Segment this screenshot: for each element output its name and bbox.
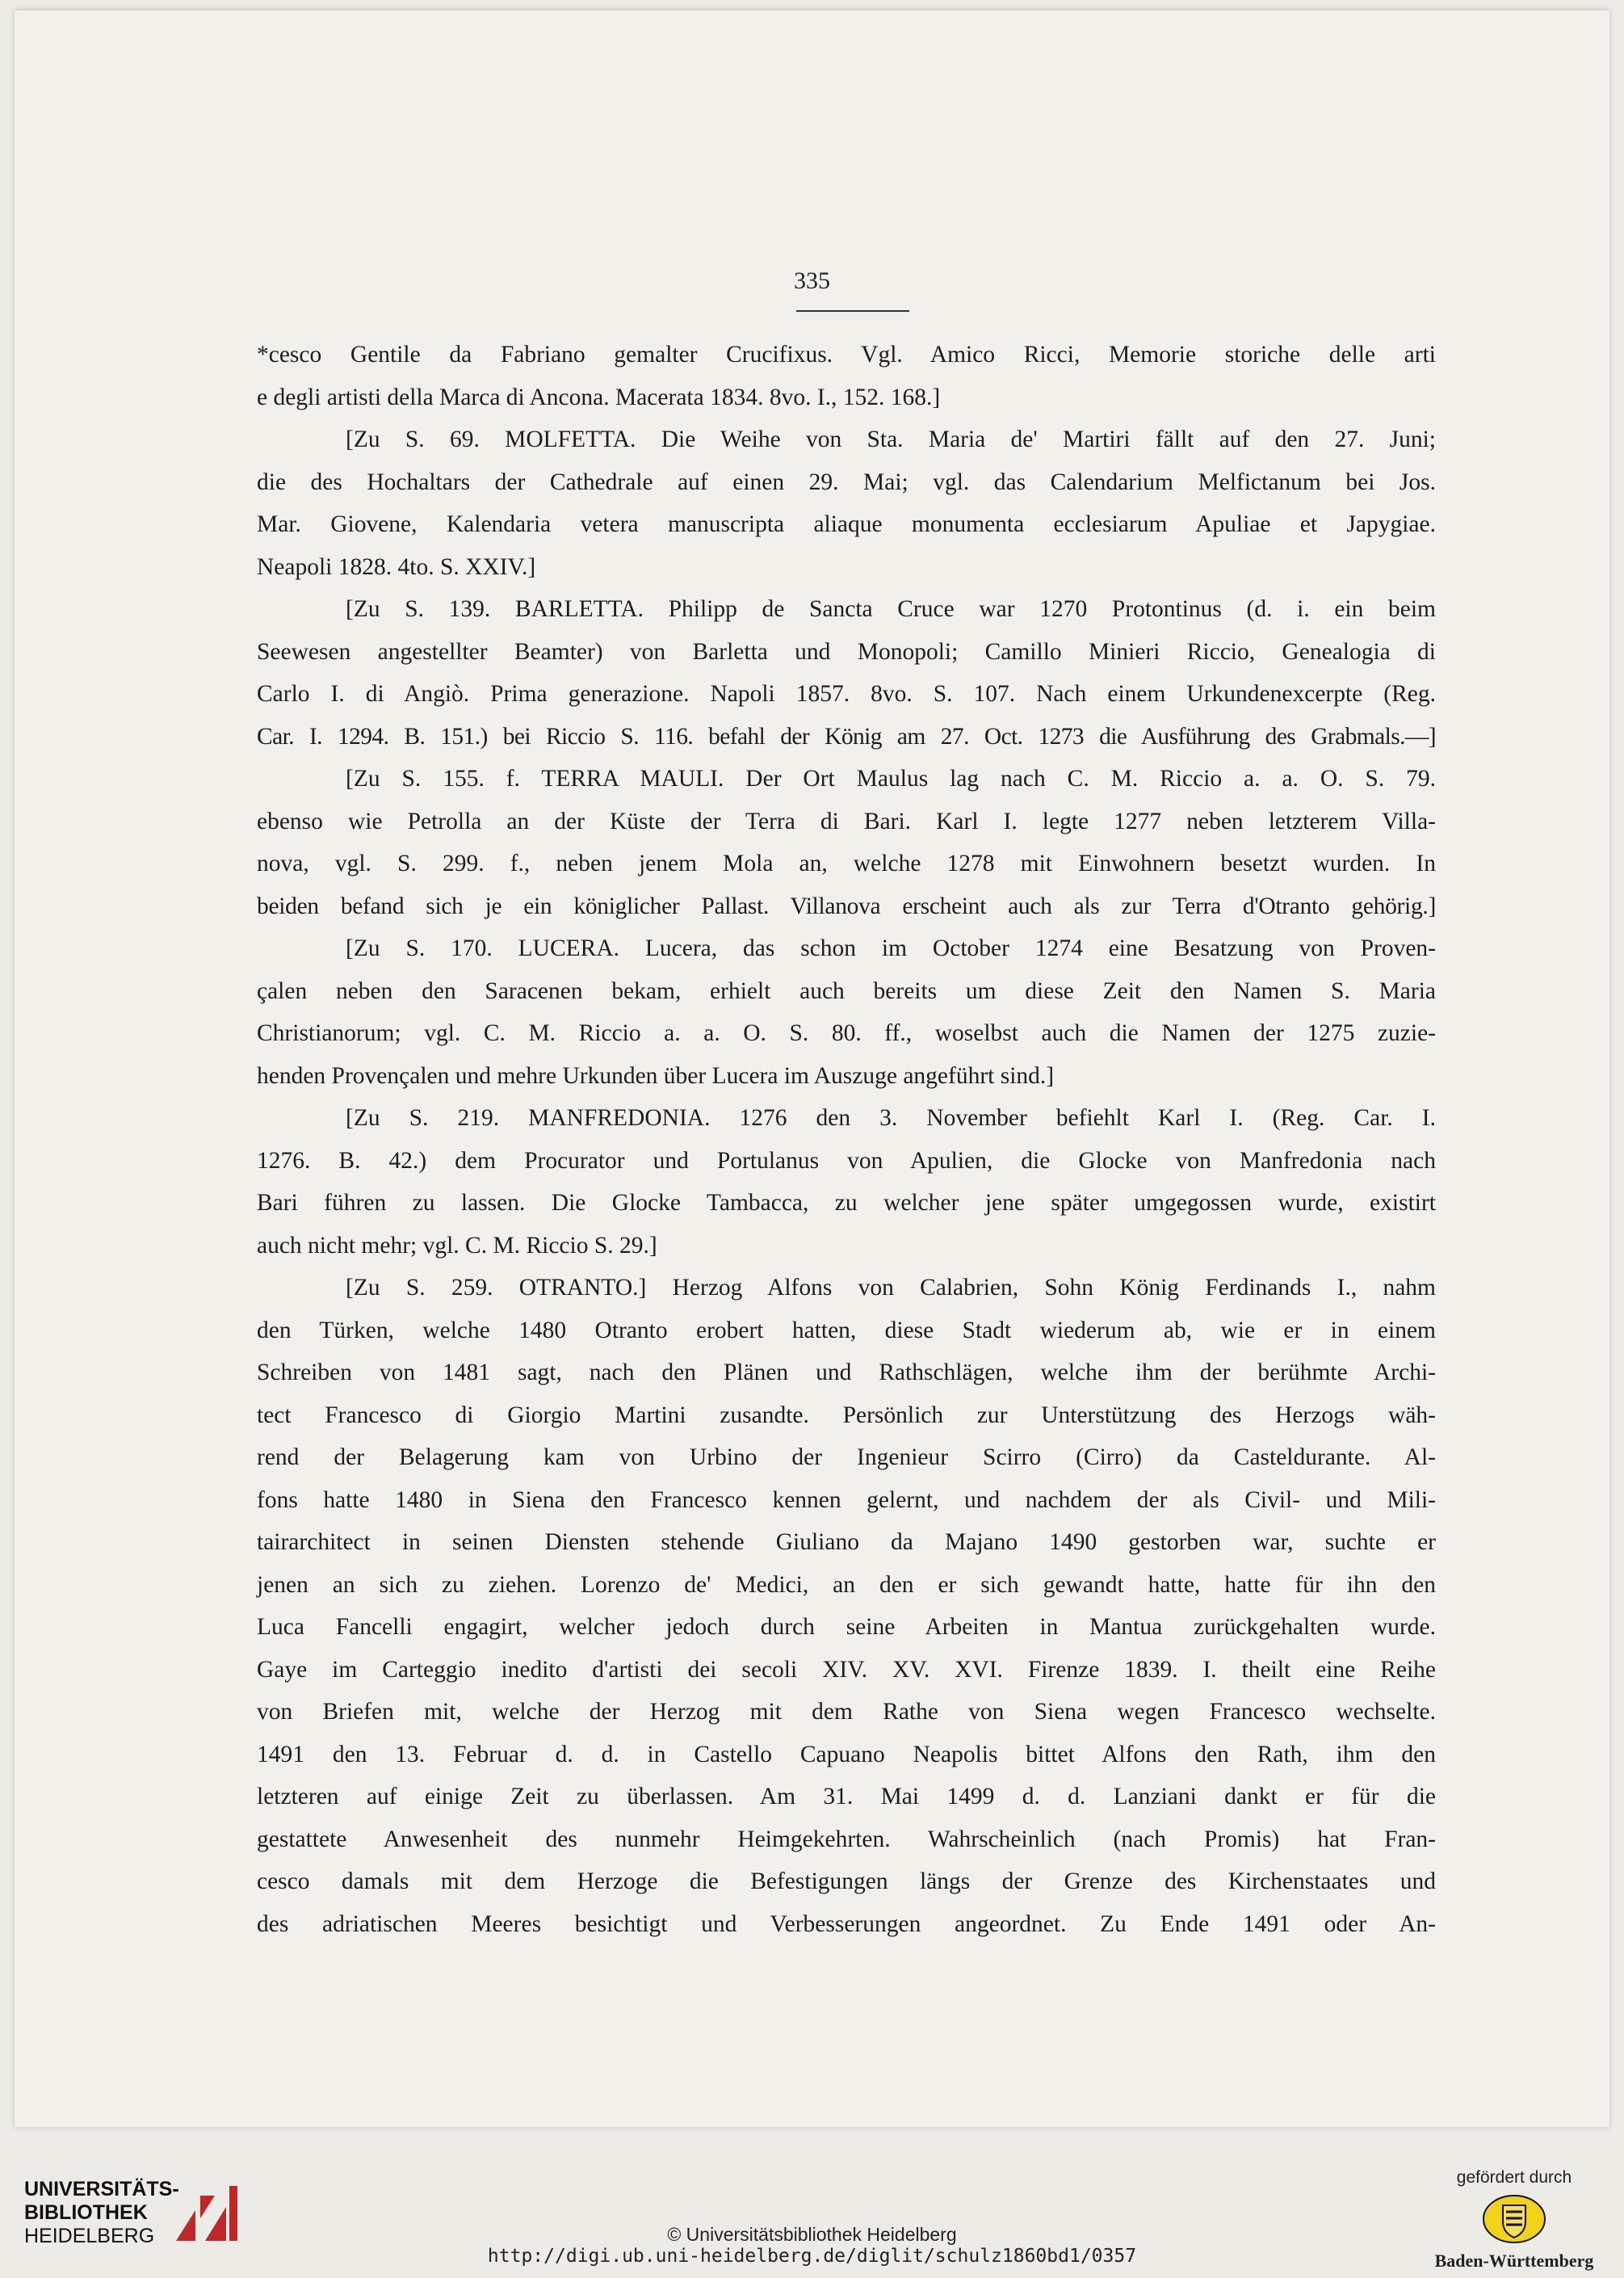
text-line: Carlo I. di Angiò. Prima generazione. Napoli 1857. 8vo. S. 107. Nach einem Urkundenexcerpte (Reg. <box>257 681 1436 707</box>
scanned-page <box>15 10 1609 2127</box>
text-line: ebenso wie Petrolla an der Küste der Terra di Bari. Karl I. legte 1277 neben letzterem Villa- <box>257 808 1436 834</box>
text-line: cesco damals mit dem Herzoge die Befestigungen längs der Grenze des Kirchenstaates und <box>257 1868 1436 1894</box>
viewer-footer <box>0 2126 1624 2278</box>
text-line: Neapoli 1828. 4to. S. XXIV.] <box>257 553 536 580</box>
text-line: von Briefen mit, welche der Herzog mit dem Rathe von Siena wegen Francesco wechselte. <box>257 1699 1436 1725</box>
text-line: des adriatischen Meeres besichtigt und Verbesserungen angeordnet. Zu Ende 1491 oder An- <box>257 1910 1436 1937</box>
text-line: 1276. B. 42.) dem Procurator und Portulanus von Apulien, die Glocke von Manfredonia nach <box>257 1147 1436 1174</box>
text-line: Gaye im Carteggio inedito d'artisti dei secoli XIV. XV. XVI. Firenze 1839. I. theilt eine Reihe <box>257 1656 1436 1683</box>
text-line: 1491 den 13. Februar d. d. in Castello Capuano Neapolis bittet Alfons den Rath, ihm den <box>257 1741 1436 1767</box>
text-line: [Zu S. 69. MOLFETTA. Die Weihe von Sta. Maria de' Martiri fällt auf den 27. Juni; <box>346 427 1436 452</box>
page-number-rule <box>796 310 909 312</box>
text-line: gestattete Anwesenheit des nunmehr Heimgekehrten. Wahrscheinlich (nach Promis) hat Fran- <box>257 1826 1436 1852</box>
text-line: Car. I. 1294. B. 151.) bei Riccio S. 116. befahl der König am 27. Oct. 1273 die Ausführung des Grabmals.—] <box>257 723 1436 750</box>
text-body <box>257 334 1436 1945</box>
text-line: [Zu S. 259. OTRANTO.] Herzog Alfons von Calabrien, Sohn König Ferdinands I., nahm <box>346 1275 1436 1301</box>
text-line: Bari führen zu lassen. Die Glocke Tambacca, zu welcher jene später umgegossen wurde, existirt <box>257 1190 1436 1216</box>
permalink-url[interactable]: http://digi.ub.uni-heidelberg.de/diglit/schulz1860bd1/0357 <box>487 2246 1137 2267</box>
text-line: çalen neben den Saracenen bekam, erhielt auch bereits um diese Zeit den Namen S. Maria <box>257 977 1436 1004</box>
text-line: Luca Fancelli engagirt, welcher jedoch durch seine Arbeiten in Mantua zurückgehalten wurde. <box>257 1614 1436 1640</box>
text-line: Mar. Giovene, Kalendaria vetera manuscripta aliaque monumenta ecclesiarum Apuliae et Japygiae. <box>257 511 1436 537</box>
text-line: [Zu S. 155. f. TERRA MAULI. Der Ort Maulus lag nach C. M. Riccio a. a. O. S. 79. <box>346 766 1436 792</box>
text-line: e degli artisti della Marca di Ancona. Macerata 1834. 8vo. I., 152. 168.] <box>257 384 941 410</box>
sponsor-label: gefördert durch <box>1456 2168 1572 2187</box>
text-line: [Zu S. 170. LUCERA. Lucera, das schon im October 1274 eine Besatzung von Proven- <box>346 935 1436 961</box>
text-line: den Türken, welche 1480 Otranto erobert hatten, diese Stadt wiederum ab, wie er in einem <box>257 1317 1436 1343</box>
text-line: *cesco Gentile da Fabriano gemalter Crucifixus. Vgl. Amico Ricci, Memorie storiche delle arti <box>257 342 1436 368</box>
sponsor-name: Baden-Württemberg <box>1434 2251 1594 2271</box>
text-line: fons hatte 1480 in Siena den Francesco kennen gelernt, und nachdem der als Civil- und Mili- <box>257 1486 1436 1513</box>
text-line: nova, vgl. S. 299. f., neben jenem Mola an, welche 1278 mit Einwohnern besetzt wurden. In <box>257 851 1436 876</box>
text-line: Seewesen angestellter Beamter) von Barletta und Monopoli; Camillo Minieri Riccio, Genealogia di <box>257 638 1436 665</box>
copyright-notice: © Universitätsbibliothek Heidelberg <box>667 2224 957 2245</box>
text-line: tect Francesco di Giorgio Martini zusandte. Persönlich zur Unterstützung des Herzogs wäh- <box>257 1402 1436 1428</box>
text-line: beiden befand sich je ein königlicher Pallast. Villanova erscheint auch als zur Terra d'Otranto gehörig.] <box>257 893 1436 919</box>
text-line: die des Hochaltars der Cathedrale auf einen 29. Mai; vgl. das Calendarium Melfictanum bei Jos. <box>257 469 1436 495</box>
library-name: UNIVERSITÄTS- BIBLIOTHEK HEIDELBERG <box>24 2178 179 2247</box>
text-line: tairarchitect in seinen Diensten stehende Giuliano da Majano 1490 gestorben war, suchte er <box>257 1529 1436 1555</box>
text-line: auch nicht mehr; vgl. C. M. Riccio S. 29.] <box>257 1232 657 1259</box>
sponsor-block <box>1421 2168 1607 2272</box>
text-line: Christianorum; vgl. C. M. Riccio a. a. O. S. 80. ff., woselbst auch die Namen der 1275 zuzie- <box>257 1020 1436 1046</box>
text-line: [Zu S. 139. BARLETTA. Philipp de Sancta Cruce war 1270 Protontinus (d. i. ein beim <box>346 596 1436 622</box>
text-line: letzteren auf einige Zeit zu überlassen. Am 31. Mai 1499 d. d. Lanziani dankt er für die <box>257 1784 1436 1809</box>
page-number: 335 <box>794 267 830 294</box>
state-coat-of-arms-icon <box>1482 2194 1546 2244</box>
text-line: Schreiben von 1481 sagt, nach den Plänen und Rathschlägen, welche ihm der berühmte Archi- <box>257 1360 1436 1385</box>
text-line: henden Provençalen und mehre Urkunden über Lucera im Auszuge angeführt sind.] <box>257 1062 1055 1089</box>
text-line: rend der Belagerung kam von Urbino der Ingenieur Scirro (Cirro) da Casteldurante. Al- <box>257 1444 1436 1470</box>
text-line: [Zu S. 219. MANFREDONIA. 1276 den 3. November befiehlt Karl I. (Reg. Car. I. <box>346 1105 1436 1131</box>
text-line: jenen an sich zu ziehen. Lorenzo de' Medici, an den er sich gewandt hatte, hatte für ihn den <box>257 1571 1436 1598</box>
